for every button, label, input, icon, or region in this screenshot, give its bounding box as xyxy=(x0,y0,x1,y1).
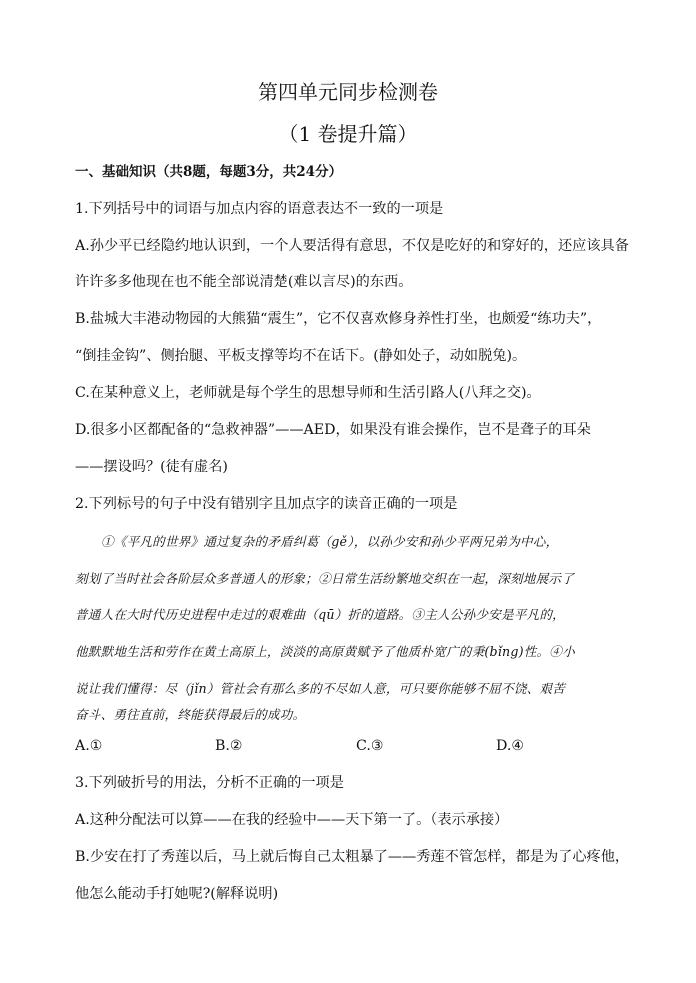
question-1-option-d-cont: ——摆设吗？(徒有虚名) xyxy=(75,459,228,475)
section-heading: 一、基础知识（共8题，每题3分，共24分） xyxy=(75,164,343,180)
question-1-option-a: A.孙少平已经隐约地认识到，一个人要活得有意思，不仅是吃好的和穿好的，还应该具备 xyxy=(75,238,629,254)
question-2-passage-line: 普通人在大时代历史进程中走过的艰难曲（qū）折的道路。③主人公孙少安是平凡的， xyxy=(75,607,565,622)
document-title: 第四单元同步检测卷 xyxy=(258,80,438,104)
question-1-option-c: C.在某种意义上，老师就是每个学生的思想导师和生活引路人(八拜之交)。 xyxy=(75,385,541,401)
question-3-stem: 3.下列破折号的用法，分析不正确的一项是 xyxy=(75,775,344,791)
question-1-stem: 1.下列括号中的词语与加点内容的语意表达不一致的一项是 xyxy=(75,201,444,217)
question-2-passage-line: 奋斗、勇往直前，终能获得最后的成功。 xyxy=(75,707,306,722)
question-2-passage-line: 说让我们懂得：尽（jǐn）管社会有那么多的不尽如人意，可只要你能够不屈不饶、艰苦 xyxy=(75,681,566,696)
document-subtitle: （1 卷提升篇） xyxy=(278,122,418,146)
question-1-option-b-cont: “倒挂金钩”、侧抬腿、平板支撑等均不在话下。(静如处子，动如脱兔)。 xyxy=(75,348,527,364)
question-3-option-b: B.少安在打了秀莲以后，马上就后悔自己太粗暴了——秀莲不管怎样，都是为了心疼他， xyxy=(75,849,630,865)
question-2-passage-line: 刻划了当时社会各阶层众多普通人的形象；②日常生活纷繁地交织在一起，深刻地展示了 xyxy=(75,571,574,586)
question-2-stem: 2.下列标号的句子中没有错别字且加点字的读音正确的一项是 xyxy=(75,496,458,512)
question-2-option-d: D.④ xyxy=(496,738,525,754)
question-1-option-b: B.盐城大丰港动物园的大熊猫“震生”，它不仅喜欢修身养性打坐，也颇爱“练功夫”， xyxy=(75,311,602,327)
question-2-option-a: A.① xyxy=(75,738,103,754)
question-2-passage-line: ①《平凡的世界》通过复杂的矛盾纠葛（gě），以孙少安和孙少平两兄弟为中心， xyxy=(101,534,559,549)
question-1-option-a-cont: 许许多多他现在也不能全部说清楚(难以言尽)的东西。 xyxy=(75,274,413,290)
question-1-option-d: D.很多小区都配备的“急救神器”——AED，如果没有谁会操作，岂不是聋子的耳朵 xyxy=(75,422,591,438)
question-2-passage-line: 他默默地生活和劳作在黄土高原上，淡淡的高原黄赋予了他质朴宽广的秉(bǐng)性。④小 xyxy=(75,644,575,659)
question-3-option-a: A.这种分配法可以算——在我的经验中——天下第一了。（表示承接） xyxy=(75,812,509,828)
question-2-option-c: C.③ xyxy=(356,738,384,754)
question-3-option-b-cont: 他怎么能动手打她呢?(解释说明) xyxy=(75,886,279,902)
question-2-option-b: B.② xyxy=(215,738,243,754)
